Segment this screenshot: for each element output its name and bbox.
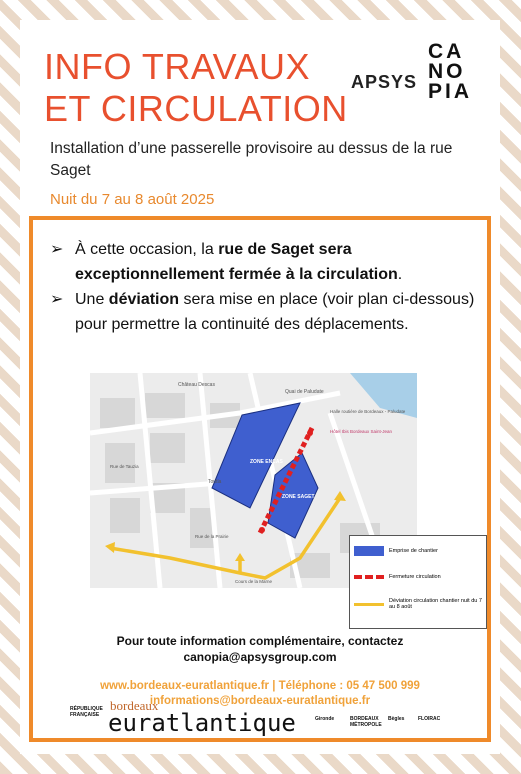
canopia-logo: CA NO PIA [428, 40, 473, 103]
legend-fermeture [354, 574, 441, 580]
legend-emprise-label: Emprise de chantier [389, 548, 438, 554]
info-box [29, 216, 491, 742]
bullet-closure [50, 237, 475, 287]
date-label: Nuit du 7 au 8 août 2025 [50, 191, 215, 208]
page-title [44, 46, 348, 130]
title-line-2: ET CIRCULATION [44, 88, 348, 129]
legend-detour-swatch [354, 603, 384, 606]
closure-start-marker [307, 430, 313, 436]
bullet-closure-pre: À cette occasion, la [75, 241, 219, 258]
contact-line-1: Pour toute information complémentaire, contactez [116, 634, 404, 648]
map-legend [349, 535, 487, 629]
republique-francaise-logo: RÉPUBLIQUE FRANÇAISE [70, 706, 103, 718]
map-label-chateau: Château Descas [178, 382, 215, 388]
bullet-detour [50, 287, 475, 337]
euratlantique-logo: euratlantique [108, 709, 296, 737]
legend-deviation-label: Déviation circulation chantier nuit du 7 au 8 août [389, 598, 482, 610]
bordeaux-metropole-logo: BORDEAUX MÉTROPOLE [350, 716, 382, 728]
title-line-1: INFO TRAVAUX [44, 46, 311, 87]
map-label-cours: Cours de la Marne [235, 579, 273, 584]
contact-email[interactable]: canopia@apsysgroup.com [183, 650, 337, 664]
apsys-logo-text: APSYS [351, 72, 418, 92]
legend-zone-swatch [354, 546, 384, 556]
bullet-detour-pre: Une [75, 291, 109, 308]
closure-end-marker [259, 527, 265, 533]
arrow-bullet-icon: ➢ [50, 291, 64, 308]
map-label-tourte: Toutla [208, 479, 222, 485]
zone-saget-label: ZONE SAGET [282, 494, 315, 500]
bullet-closure-post: . [397, 266, 403, 283]
website-phone-line[interactable]: www.bordeaux-euratlantique.fr | Téléphone : 05 47 500 999 [100, 680, 420, 692]
floirac-logo: FLOIRAC [418, 716, 441, 722]
subtitle: Installation d’une passerelle provisoire au dessus de la rue Saget [50, 140, 453, 179]
map-label-prairie: Rue de la Prairie [195, 534, 229, 539]
bullet-list [50, 237, 475, 337]
bullet-detour-strong: déviation [108, 291, 180, 308]
legend-deviation [354, 598, 482, 610]
legend-fermeture-label: Fermeture circulation [389, 574, 441, 580]
flyer-content [20, 20, 500, 754]
bordeaux-wordmark: bordeaux [110, 698, 159, 713]
legend-closure-swatch [354, 575, 384, 579]
zone-encas-label: ZONE ENCAS [250, 459, 283, 465]
map-label-quai: Quai de Paludate [285, 389, 324, 395]
info-email-line[interactable]: informations@bordeaux-euratlantique.fr [149, 695, 371, 707]
arrow-bullet-icon: ➢ [50, 241, 64, 258]
bullet-closure-strong: rue de Saget sera exceptionnellement fermée à la circulation [75, 241, 398, 283]
bullet-detour-post: sera mise en place (voir plan ci-dessous) pour permettre la continuité des déplacements. [75, 291, 475, 333]
apsys-logo [351, 72, 417, 93]
gironde-logo: Gironde [315, 716, 335, 722]
map-label-tauzia: Rue de Tauzia [110, 464, 139, 469]
map-label-gare: Halle routière de Bordeaux - Paludate [330, 409, 406, 414]
legend-emprise [354, 546, 438, 556]
map-label-hotel: Hôtel Ibis Bordeaux Saint-Jean [330, 429, 393, 434]
begles-logo: Bègles [388, 716, 405, 722]
partner-logos [20, 696, 500, 736]
